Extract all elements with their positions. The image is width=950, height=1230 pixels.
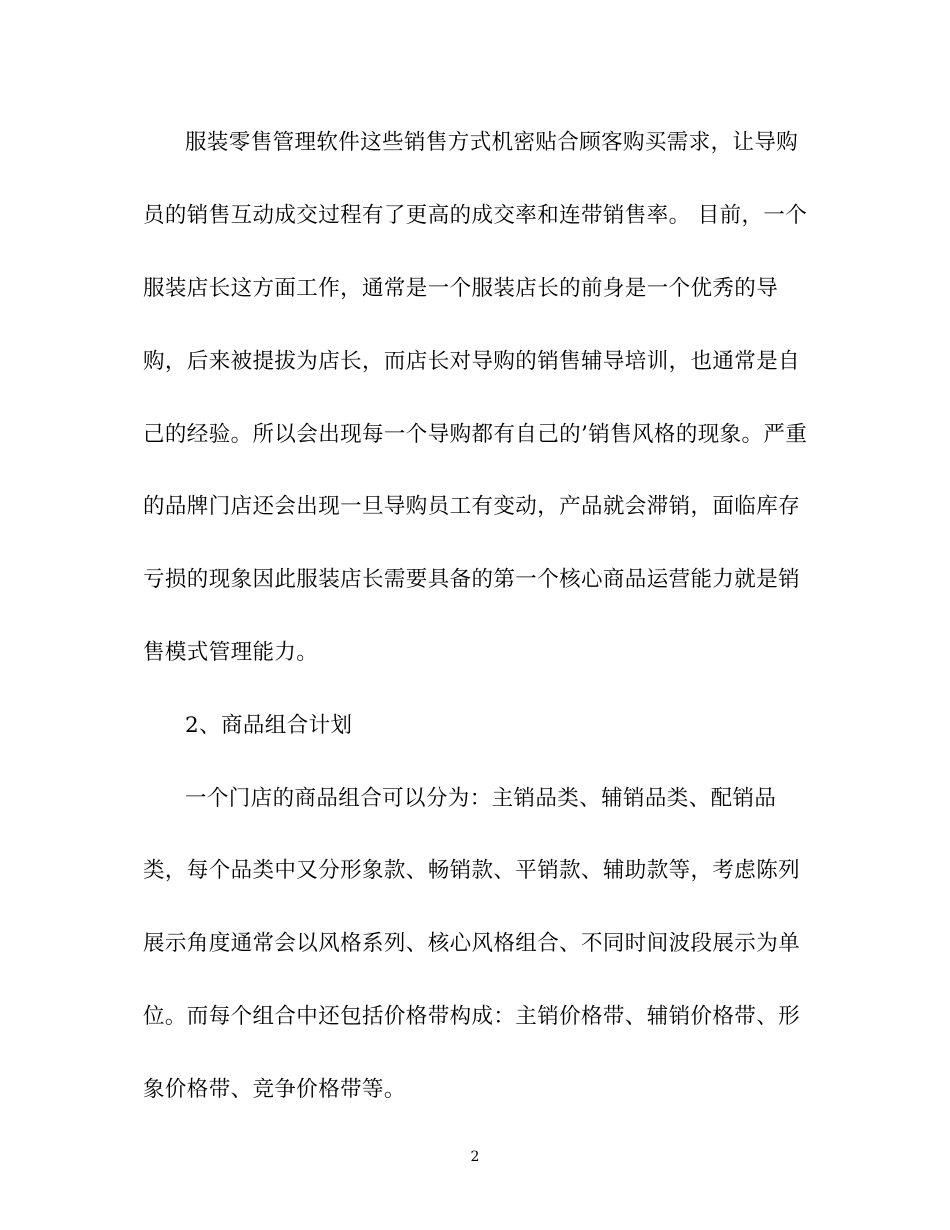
paragraph-line: 展示角度通常会以风格系列、核心风格组合、不同时间波段展示为单 — [143, 931, 801, 956]
paragraph-line: 购，后来被提拔为店长，而店长对导购的销售辅导培训，也通常是自 — [143, 349, 801, 374]
paragraph-line: 一个门店的商品组合可以分为：主销品类、辅销品类、配销品 — [185, 786, 777, 811]
paragraph-line: 亏损的现象因此服装店长需要具备的第一个核心商品运营能力就是销 — [143, 567, 801, 592]
section-heading: 2、商品组合计划 — [185, 713, 353, 738]
paragraph-line: 员的销售互动成交过程有了更高的成交率和连带销售率。 目前，一个 — [143, 203, 808, 228]
paragraph-line: 服装店长这方面工作，通常是一个服装店长的前身是一个优秀的导 — [143, 276, 779, 301]
paragraph-line: 象价格带、竞争价格带等。 — [143, 1077, 406, 1102]
page-number: 2 — [470, 1149, 480, 1165]
paragraph-line: 己的经验。所以会出现每一个导购都有自己的’销售风格的现象。严重 — [143, 422, 808, 447]
paragraph-line: 位。而每个组合中还包括价格带构成：主销价格带、辅销价格带、形 — [143, 1004, 801, 1029]
paragraph-line: 售模式管理能力。 — [143, 640, 319, 665]
paragraph-line: 服装零售管理软件这些销售方式机密贴合顾客购买需求，让导购 — [185, 130, 799, 155]
paragraph-line: 类，每个品类中又分形象款、畅销款、平销款、辅助款等，考虑陈列 — [143, 858, 801, 883]
paragraph-line: 的品牌门店还会出现一旦导购员工有变动，产品就会滞销，面临库存 — [143, 494, 801, 519]
